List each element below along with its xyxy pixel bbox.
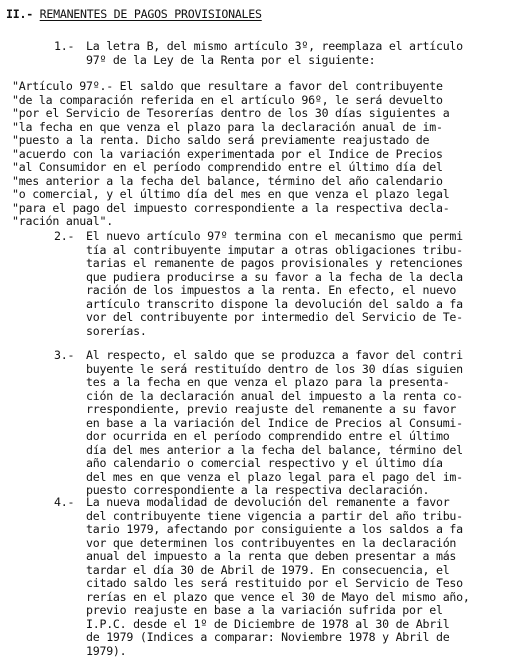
quoted-article: [12, 80, 449, 229]
paragraph-line: año calendario o comercial respectivo y el último día: [86, 456, 443, 470]
paragraph-line: 97º de la Ley de la Renta por el siguiente:: [86, 52, 376, 67]
paragraph-line: vor que determinen los contribuyentes en la declaración: [86, 535, 457, 550]
paragraph-line: en base a la variación del Indice de Precios al Consumi-: [86, 415, 463, 430]
paragraph-line: La nueva modalidad de devolución del remanente a favor: [86, 495, 450, 509]
item-number: 1.-: [54, 39, 75, 53]
paragraph-line: que pudiera producirse a su favor a la fecha de la decla: [86, 269, 463, 284]
paragraph-line: El nuevo artículo 97º termina con el mecanismo que permi: [86, 229, 463, 243]
paragraph-line: de 1979 (Indices a comparar: Noviembre 1978 y Abril de: [86, 630, 450, 644]
paragraph-line: del mes en que venza el plazo legal para el pago del im-: [86, 469, 463, 484]
quote-line: "mes anterior a la fecha del balance, término del año calendario: [12, 173, 443, 188]
paragraph-line: dor ocurrida en el período comprendido entre el último: [86, 429, 450, 443]
paragraph-line: citado saldo les será restituido por el Servicio de Teso: [86, 576, 463, 590]
paragraph-line: rrespondiente, previo reajuste del remanente a su favor: [86, 402, 457, 416]
paragraph-line: previo reajuste en base a la variación sufrida por el: [86, 603, 443, 617]
quote-line: "para el pago del impuesto correspondiente a la respectiva decla-: [12, 200, 450, 215]
item-number: 4.-: [54, 495, 75, 509]
paragraph-line: rerías en el plazo que vence el 30 de Mayo del mismo año,: [86, 589, 470, 604]
paragraph-line: día del mes anterior a la fecha del balance, término del: [86, 442, 463, 457]
paragraph-line: tía al contribuyente imputar a otras obligaciones tribu-: [86, 242, 463, 257]
paragraph-line: 1979).: [86, 643, 127, 658]
quote-line: "la fecha en que venza el plazo para la declaración anual de im-: [12, 119, 443, 134]
quote-line: "por el Servicio de Tesorerías dentro de los 30 días siguientes a: [12, 106, 450, 120]
paragraph-item-2: [86, 230, 463, 338]
paragraph-line: tarias el remanente de pagos provisionales y retenciones: [86, 256, 463, 270]
item-number: 2.-: [54, 229, 75, 243]
quote-line: "acuerdo con la variación experimentada por el Indice de Precios: [12, 146, 443, 161]
paragraph-line: tardar el día 30 de Abril de 1979. En consecuencia, el: [86, 562, 450, 577]
section-title: REMANENTES DE PAGOS PROVISIONALES: [39, 7, 262, 21]
quote-line: "puesto a la renta. Dicho saldo será previamente reajustado de: [12, 133, 430, 147]
paragraph-line: del contribuyente tiene vigencia a partir del año tribu-: [86, 508, 463, 523]
paragraph-line: sorerías.: [86, 323, 147, 338]
paragraph-line: vor del contribuyente por intermedio del Servicio de Te-: [86, 310, 463, 324]
quote-line: "o comercial, y el último día del mes en que venza el plazo legal: [12, 187, 450, 201]
paragraph-item-3: [86, 349, 463, 498]
paragraph-line: puesto correspondiente a la respectiva declaración.: [86, 483, 430, 497]
paragraph-line: buyente le será restituído dentro de los 30 días siguien: [86, 361, 463, 376]
section-number: II.-: [6, 7, 33, 21]
quote-line: "Artículo 97º.- El saldo que resultare a favor del contribuyente: [12, 79, 443, 93]
paragraph-line: tes a la fecha en que venza el plazo para la presenta-: [86, 375, 450, 389]
paragraph-line: I.P.C. desde el 1º de Diciembre de 1978 al 30 de Abril: [86, 616, 450, 631]
paragraph-line: artículo transcrito dispone la devolución del saldo a fa: [86, 296, 463, 311]
quote-line: "al Consumidor en el período comprendido entre el último día del: [12, 160, 443, 174]
paragraph-line: ración de los impuestos a la renta. En efecto, el nuevo: [86, 283, 457, 297]
paragraph-line: ción de la declaración anual del impuesto a la renta co-: [86, 388, 463, 403]
paragraph-item-4: [86, 496, 470, 658]
section-heading: [6, 8, 262, 22]
quote-line: "ración anual".: [12, 214, 113, 228]
paragraph-line: Al respecto, el saldo que se produzca a favor del contri: [86, 348, 463, 362]
paragraph-line: anual del impuesto a la renta que deben presentar a más: [86, 549, 457, 563]
quote-line: "de la comparación referida en el artículo 96º, le será devuelto: [12, 92, 443, 107]
paragraph-line: La letra B, del mismo artículo 3º, reemplaza el artículo: [86, 39, 463, 53]
paragraph-item-1: [86, 40, 463, 67]
item-number: 3.-: [54, 348, 75, 362]
paragraph-line: tario 1979, afectando por consiguiente a los saldos a fa: [86, 522, 463, 536]
